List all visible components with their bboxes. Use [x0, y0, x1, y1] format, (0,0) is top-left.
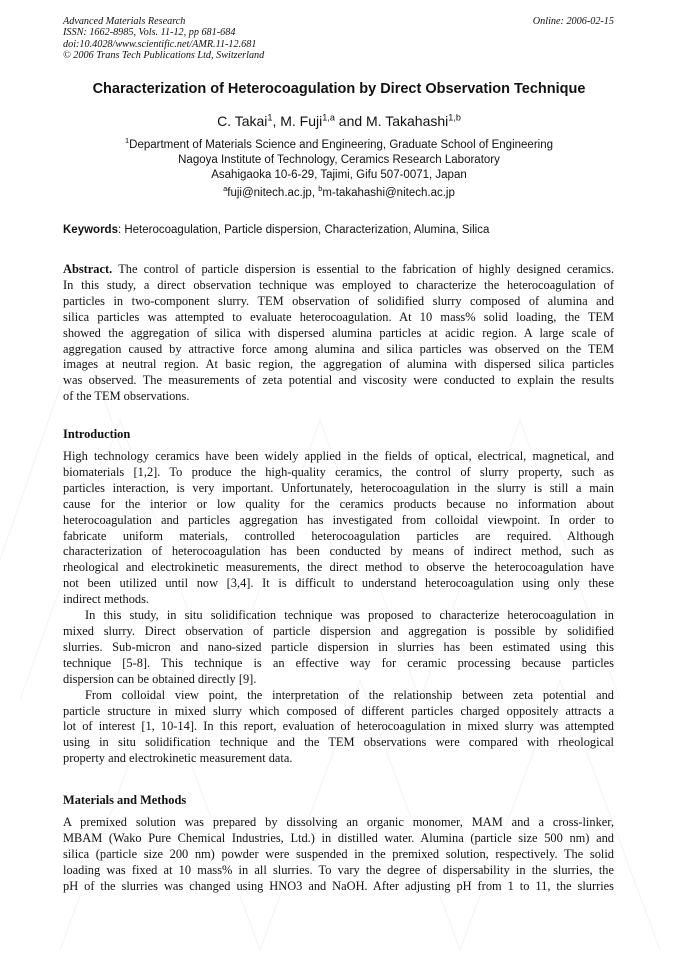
body-line: technique [5-8]. This technique is an effective way for ceramic processing because particles [63, 655, 614, 670]
body-line: A premixed solution was prepared by dissolving an organic monomer, MAM and a cross-linker, [63, 815, 614, 829]
author-list [0, 113, 678, 129]
keywords-text: : Heterocoagulation, Particle dispersion, Characterization, Alumina, Silica [117, 224, 490, 236]
body-line: pH of the slurries was changed using HNO3 and NaOH. After adjusting pH from 1 to 11, the slurries [63, 878, 614, 893]
affiliation-mark: 1 [125, 136, 130, 146]
keywords-label: Keywords [63, 224, 118, 236]
issn-line: ISSN: 1662-8985, Vols. 11-12, pp 681-684 [63, 27, 236, 39]
abstract-line: showed the aggregation of silica with dispersed alumina particles at acidic region. A large scale of [63, 325, 614, 340]
body-line: indirect methods. [63, 592, 150, 607]
abstract-line: aggregation caused by attractive force among alumina and silica particles was observed on the TEM [63, 341, 614, 356]
email-mark: b [318, 184, 323, 194]
online-date: Online: 2006-02-15 [532, 16, 614, 27]
abstract-label: Abstract. [63, 262, 113, 276]
author-affiliation-mark: 1,b [448, 112, 461, 123]
abstract-line: images at neutral region. At basic region, the aggregation of alumina with dispersed silica particles [63, 357, 614, 372]
body-line: using in situ solidification technique and the TEM observations were compared with rheological [63, 735, 614, 750]
methods-body [63, 815, 614, 895]
body-line: rheological and electrokinetic measurements, the direct method to observe the heterocoagulation have [63, 560, 614, 575]
copyright-line: © 2006 Trans Tech Publications Ltd, Switzerland [63, 50, 265, 62]
body-line: not been utilized until now [3,4]. It is difficult to understand heterocoagulation using only these [63, 576, 614, 591]
body-line: slurries. Sub-micron and nano-sized particle dispersion in slurries has been estimated using this [63, 639, 614, 654]
abstract-line: was observed. The measurements of zeta potential and viscosity were conducted to explain the results [63, 373, 614, 388]
affiliation-line: Asahigaoka 10-6-29, Tajimi, Gifu 507-0071, Japan [211, 169, 467, 181]
journal-header [63, 16, 264, 62]
journal-name: Advanced Materials Research [63, 16, 186, 27]
abstract-line: Abstract. The control of particle dispersion is essential to the fabrication of highly designed ceramics. [63, 262, 614, 276]
body-line: High technology ceramics have been widely applied in the fields of optical, electrical, magnetical, and [63, 449, 614, 463]
body-line: particles interaction, is very important. Unfortunately, heterocoagulation in the slurry is still a main [63, 480, 614, 495]
author-name: M. Fuji [280, 113, 323, 129]
email-mark: a [223, 184, 228, 194]
body-line: In this study, in situ solidification technique was proposed to characterize heterocoagulation in [85, 608, 614, 623]
body-line: particle structure in mixed slurry which composed of different particles charged oppositely attracts a [63, 703, 614, 718]
body-line: silica (particle size 200 nm) powder were suspended in the premixed solution, respectively. The solid [63, 846, 614, 861]
doi-line: doi:10.4028/www.scientific.net/AMR.11-12.681 [63, 38, 257, 50]
author-name: C. Takai [217, 113, 268, 129]
author-affiliation-mark: 1,a [322, 112, 335, 123]
affiliation-line: Department of Materials Science and Engineering, Graduate School of Engineering [129, 139, 553, 151]
abstract-line: In this study, a direct observation technique was employed to characterize the heterocoagulation of [63, 277, 614, 292]
body-line: heterocoagulation and particles aggregation has investigated from colloidal viewpoint. In order to [63, 512, 614, 527]
body-line: cause for the interior or low quality for the ceramics products because no information about [63, 496, 614, 511]
author-separator: and [334, 113, 367, 129]
email-address: fuji@nitech.ac.jp, [227, 187, 319, 199]
abstract-line: silica particles was attempted to evaluate heterocoagulation. At 10 mass% solid loading, the TEM [63, 309, 614, 324]
paper-title: Characterization of Heterocoagulation by Direct Observation Technique [92, 81, 586, 97]
email-address: m-takahashi@nitech.ac.jp [322, 187, 455, 199]
body-line: mixed slurry. Direct observation of particle dispersion and aggregation is possible by solidified [63, 623, 614, 638]
introduction-body [63, 449, 614, 767]
body-line: lot of interest [1, 10-14]. In this report, evaluation of heterocoagulation in mixed slurry was attempted [63, 719, 614, 734]
body-line: MBAM (Wako Pure Chemical Industries, Ltd.) in distilled water. Alumina (particle size 500 nm) and [63, 830, 614, 845]
affiliation-line: Nagoya Institute of Technology, Ceramics Research Laboratory [178, 154, 500, 166]
author-separator: , [272, 113, 281, 129]
body-line: dispersion can be obtained directly [9]. [63, 671, 257, 686]
body-line: From colloidal view point, the interpretation of the relationship between zeta potential and [85, 687, 614, 702]
body-line: characterization of heterocoagulation has been conducted by means of indirect method, such as [63, 544, 614, 559]
abstract-line: particles in two-component slurry. TEM observation of solidified slurry composed of alumina and [63, 293, 614, 308]
body-line: fabricate uniform materials, controlled heterocoagulation particles are required. Although [63, 528, 614, 543]
body-line: loading was fixed at 10 mass% in all slurries. To vary the degree of dispersability in the slurries, the [63, 862, 614, 877]
author-affiliation-mark: 1 [267, 112, 273, 123]
affiliation [0, 138, 678, 183]
author-name: M. Takahashi [366, 113, 449, 129]
abstract [63, 262, 614, 405]
abstract-line: of the TEM observations. [63, 389, 190, 404]
section-heading-introduction: Introduction [63, 427, 131, 441]
keywords [63, 224, 617, 236]
body-line: biomaterials [1,2]. To produce the high-quality ceramics, the control of slurry property, such as [63, 464, 614, 479]
body-line: property and electrokinetic measurement data. [63, 751, 293, 766]
author-emails [0, 184, 678, 199]
section-heading-methods: Materials and Methods [63, 793, 187, 807]
